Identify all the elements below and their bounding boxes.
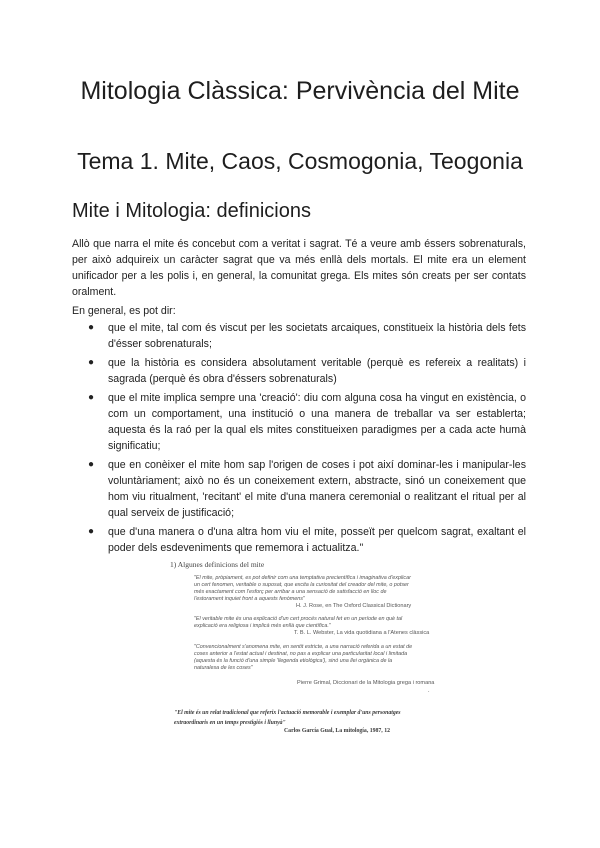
- bullet-icon: ●: [88, 357, 95, 368]
- bullet-icon: ●: [88, 526, 95, 537]
- list-item-text: que la història es considera absolutament veritable (perquè es refereix a realitats) i sagrada (perquè és obra d'éssers sobrenaturals): [108, 357, 526, 385]
- intro-paragraph: Allò que narra el mite és concebut com a veritat i sagrat. Té a veure amb éssers sobrenaturals, per això adquireix un caràcter sagrat que va més enllà dels mortals. El mite era un element unificador per a les polis i, en general, la comunitat grega. Els mites són creats per ser contats oralment.: [72, 238, 526, 298]
- excerpt-source: T. B. L. Webster, La vida quotidiana a l'Atenes clàssica: [294, 630, 430, 636]
- excerpt-quote: "El mite, pròpiament, es pot definir com una temptativa precientífica i imaginativa d'explicar un cert fenomen, veritable o suposat, que excita la curiositat del creador del mite, o potser més exactament com l'esforç per arribar a una sensació de satisfacció en lloc de l'estorament inquiet front a aquests fenòmens": [194, 575, 411, 602]
- excerpt-heading: 1) Algunes definicions del mite: [170, 560, 265, 569]
- excerpt-final-source: Carlos García Gual, La mitología, 1987, 12: [284, 728, 391, 734]
- list-item: [72, 390, 526, 454]
- scanned-excerpt: [170, 560, 440, 755]
- document-title: Mitologia Clàssica: Pervivència del Mite: [80, 77, 520, 105]
- excerpt-mark: .: [428, 688, 430, 694]
- list-item: [72, 320, 526, 352]
- excerpt-source: H. J. Rose, en The Oxford Classical Dictionary: [296, 603, 412, 609]
- section-heading: Mite i Mitologia: definicions: [72, 200, 311, 222]
- list-item: [72, 524, 526, 556]
- excerpt-source: Pierre Grimal, Diccionari de la Mitologia grega i romana: [297, 680, 435, 686]
- bullet-icon: ●: [88, 322, 95, 333]
- definition-list: [72, 320, 526, 559]
- excerpt-quote: "Convencionalment s'anomena mite, en sentit estricte, a una narració referida a un estat de coses anterior a l'estat actual i destinat, no pas a explicar una particularitat local i limitada (aquesta és la funció d'una simple 'llegenda etiològica'), sinó una llei orgànica de la naturalesa de les coses": [194, 644, 413, 671]
- list-item: [72, 355, 526, 387]
- excerpt-final-quote: "El mite és un relat tradicional que referix l'actuació memorable i exemplar d'uns personatges extraordinaris en un temps prestigiós i llunyà": [174, 710, 401, 726]
- list-item-text: que d'una manera o d'una altra hom viu el mite, posseït per quelcom sagrat, exaltant el poder dels esdeveniments que rememora i actualitza.": [108, 526, 526, 554]
- excerpt-quote: "El veritable mite és una explicació d'un cert procés natural fet en un període en què tal explicació era religiosa i implicà més enllà que científica.": [194, 616, 403, 629]
- list-item-text: que en conèixer el mite hom sap l'origen de coses i pot així dominar-les i manipular-les voluntàriament; això no és un coneixement extern, abstracte, sinó un coneixement que hom viu ritualment, 'recitant' el mite d'una manera ceremonial o realitzant el ritual per al qual serveix de justificació;: [108, 459, 526, 519]
- list-item: [72, 457, 526, 521]
- document-subtitle: Tema 1. Mite, Caos, Cosmogonia, Teogonia: [77, 148, 523, 174]
- bullet-icon: ●: [88, 459, 95, 470]
- lead-in-text: En general, es pot dir:: [72, 305, 176, 317]
- list-item-text: que el mite, tal com és viscut per les societats arcaiques, constitueix la història dels fets d'ésser sobrenaturals;: [108, 322, 526, 350]
- bullet-icon: ●: [88, 392, 95, 403]
- list-item-text: que el mite implica sempre una 'creació': diu com alguna cosa ha vingut en existència, o com un comportament, una institució o una manera de treballar va ser establerta; aquesta és la raó per la qual els mites constitueixen paradigmes per a cada acte humà significatiu;: [108, 392, 526, 452]
